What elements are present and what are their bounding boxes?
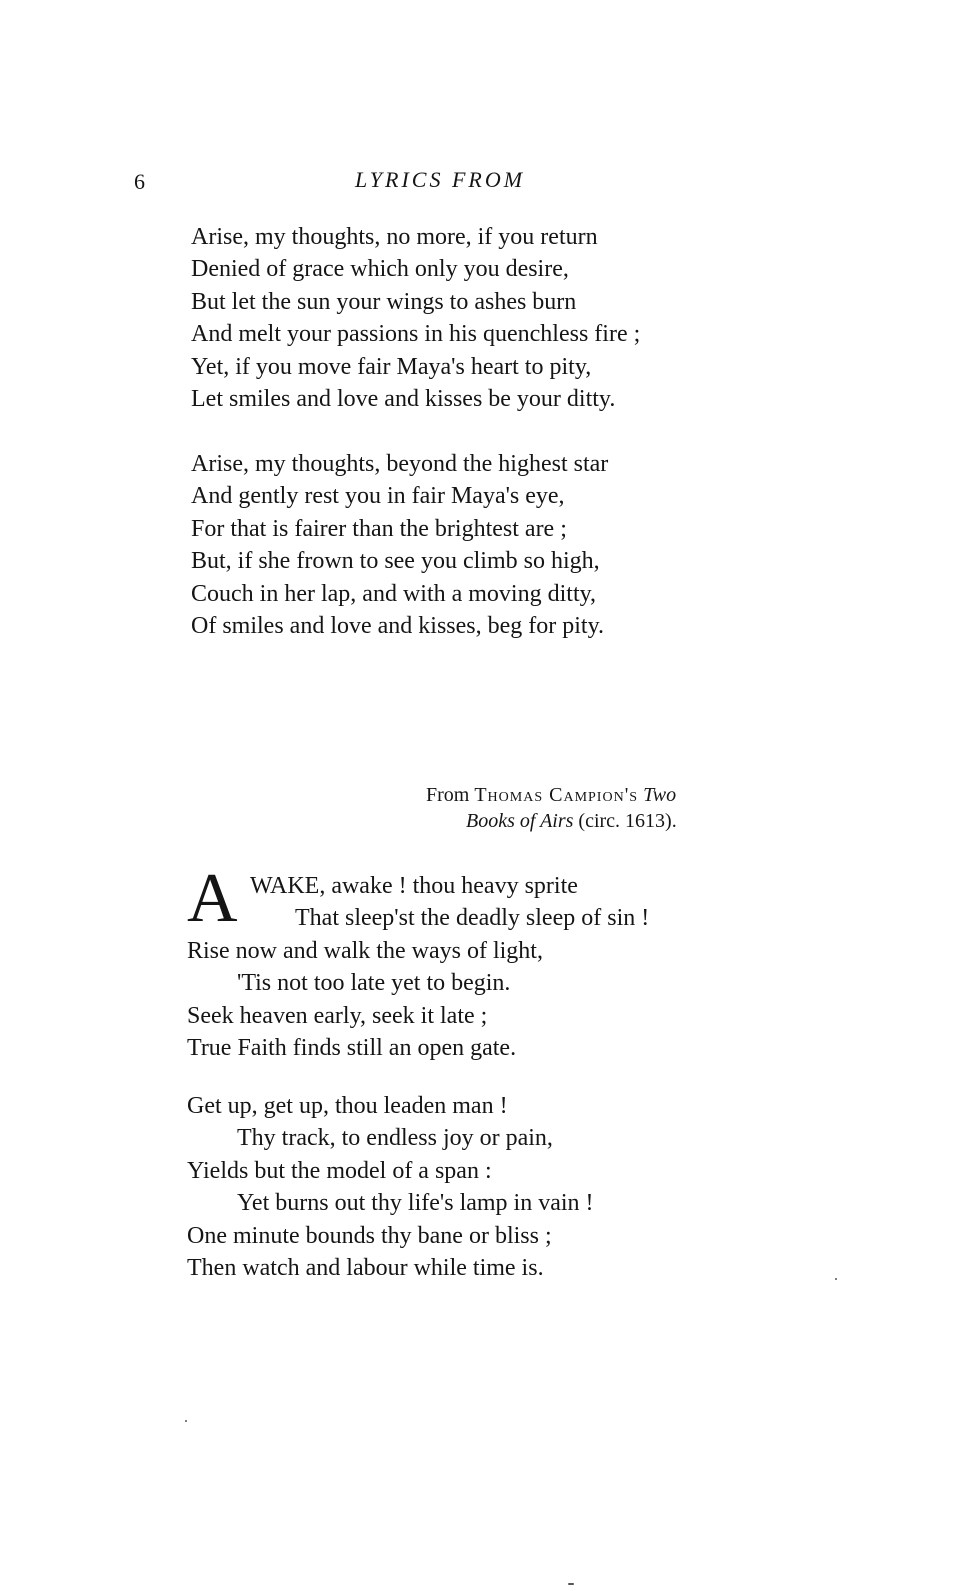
verse-line: And gently rest you in fair Maya's eye, [191, 483, 565, 510]
poem2-stanza2 [187, 1090, 594, 1284]
verse-line: Of smiles and love and kisses, beg for pity. [191, 613, 605, 640]
verse-line: For that is fairer than the brightest are ; [191, 515, 567, 542]
paper-speck [185, 1420, 187, 1422]
verse-line: And melt your passions in his quenchless fire ; [191, 321, 641, 348]
verse-line: True Faith finds still an open gate. [187, 1035, 517, 1062]
verse-line: Yet, if you move fair Maya's heart to pity, [191, 353, 592, 380]
verse-line: Couch in her lap, and with a moving ditty, [191, 580, 597, 607]
running-title: LYRICS FROM [355, 167, 526, 192]
poem1-stanza1 [191, 221, 640, 415]
drop-cap: A [187, 860, 238, 937]
paper-speck [835, 1278, 837, 1280]
verse-line: Yet burns out thy life's lamp in vain ! [237, 1190, 594, 1217]
poem2-stanza1 [187, 935, 543, 1065]
paper-speck [568, 1583, 574, 1585]
verse-line: One minute bounds thy bane or bliss ; [187, 1222, 552, 1249]
verse-line: Yields but the model of a span : [187, 1157, 492, 1184]
page-number: 6 [134, 169, 145, 194]
attribution-author: Thomas Campion's [474, 784, 639, 806]
verse-line: Then watch and labour while time is. [187, 1255, 544, 1282]
verse-line: Seek heaven early, seek it late ; [187, 1002, 488, 1029]
verse-line: 'Tis not too late yet to begin. [237, 970, 511, 997]
verse-line: That sleep'st the deadly sleep of sin ! [295, 905, 650, 931]
verse-line: Get up, get up, thou leaden man ! [187, 1093, 508, 1119]
verse-line: Arise, my thoughts, beyond the highest star [191, 451, 609, 477]
verse-line: Arise, my thoughts, no more, if you return [191, 224, 598, 250]
poem1-stanza2 [191, 448, 608, 642]
verse-line: Denied of grace which only you desire, [191, 256, 569, 283]
verse-line: But, if she frown to see you climb so high, [191, 548, 600, 575]
attribution-from: From [426, 784, 470, 806]
verse-line: WAKE, awake ! thou heavy sprite [250, 873, 578, 899]
verse-line: But let the sun your wings to ashes burn [191, 288, 577, 315]
attribution-title-part1: Two [643, 784, 677, 806]
verse-line: Thy track, to endless joy or pain, [237, 1125, 553, 1152]
source-attribution [426, 782, 786, 834]
attribution-date: (circ. 1613). [578, 810, 677, 832]
verse-line: Let smiles and love and kisses be your ditty. [191, 386, 616, 413]
attribution-title-part2: Books of Airs [466, 810, 574, 832]
verse-line: Rise now and walk the ways of light, [187, 938, 543, 964]
